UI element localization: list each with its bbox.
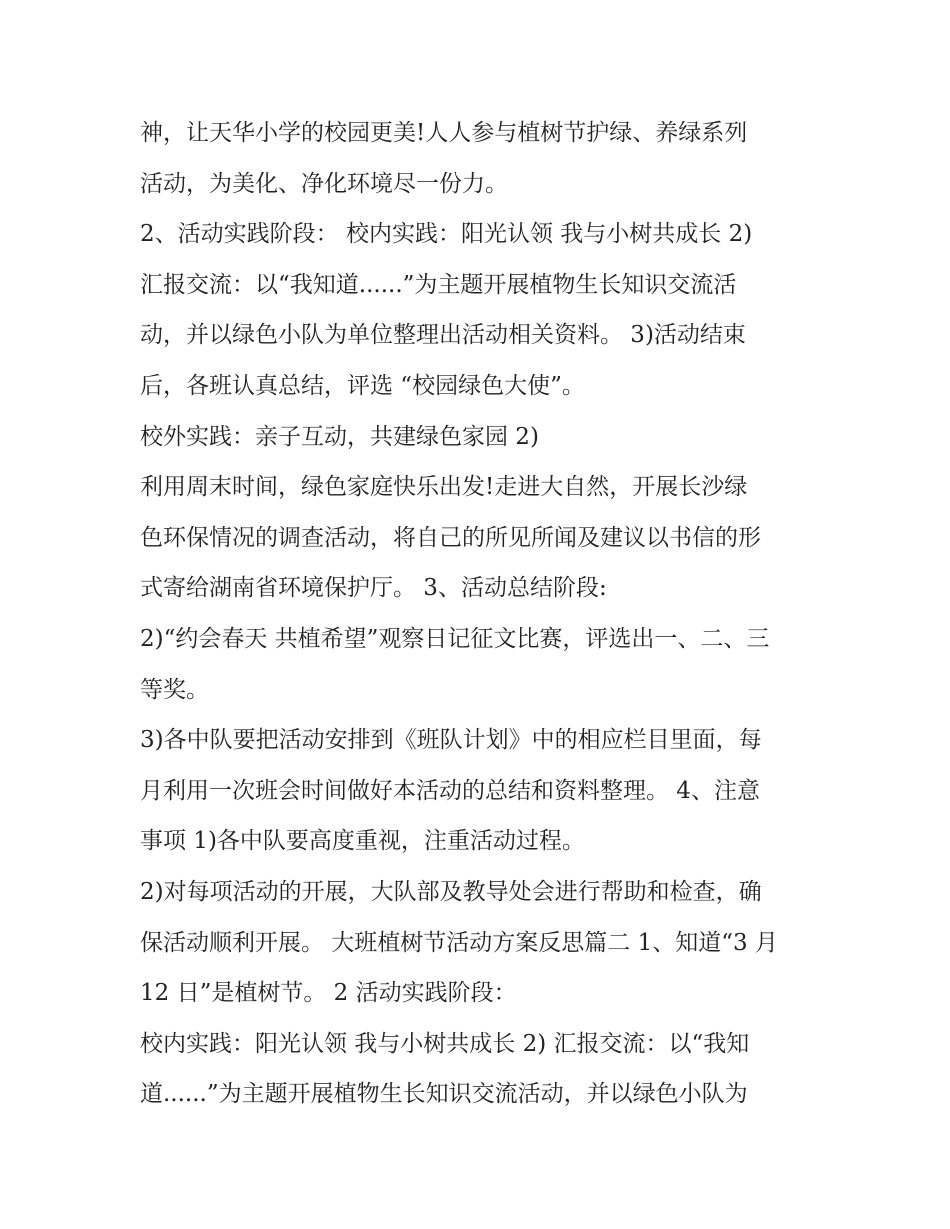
text-line: 动，并以绿色小队为单位整理出活动相关资料。 3)活动结束 <box>140 322 746 349</box>
paragraph-7 <box>140 867 820 1019</box>
text-line: 后，各班认真总结，评选 “校园绿色大使”。 <box>140 372 585 399</box>
paragraph-6 <box>140 715 820 867</box>
paragraph-8 <box>140 1019 820 1120</box>
text-line: 式寄给湖南省环境保护厅。 3、活动总结阶段: <box>140 575 607 602</box>
paragraph-5 <box>140 614 820 715</box>
text-line: 事项 1)各中队要高度重视，注重活动过程。 <box>140 828 585 855</box>
text-line: 汇报交流：以“我知道......”为主题开展植物生长知识交流活 <box>140 271 737 298</box>
text-line: 月利用一次班会时间做好本活动的总结和资料整理。 4、注意 <box>140 777 760 804</box>
text-line: 12 日”是植树节。 2 活动实践阶段： <box>140 980 517 1007</box>
paragraph-3 <box>140 412 820 463</box>
text-line: 2)对每项活动的开展，大队部及教导处会进行帮助和检查，确 <box>140 878 762 905</box>
text-line: 利用周末时间，绿色家庭快乐出发!走进大自然，开展长沙绿 <box>140 474 748 501</box>
paragraph-4 <box>140 462 820 614</box>
document-body <box>140 108 820 1120</box>
paragraph-1 <box>140 108 820 209</box>
text-line: 活动，为美化、净化环境尽一份力。 <box>140 170 508 197</box>
text-line: 保活动顺利开展。 大班植树节活动方案反思篇二 1、知道“3 月 <box>140 929 778 956</box>
text-line: 校外实践：亲子互动，共建绿色家园 2) <box>140 423 539 450</box>
text-line: 神，让天华小学的校园更美!人人参与植树节护绿、养绿系列 <box>140 120 748 146</box>
text-line: 2、活动实践阶段： 校内实践：阳光认领 我与小树共成长 2) <box>140 221 753 248</box>
paragraph-2 <box>140 209 820 411</box>
text-line: 道......”为主题开展植物生长知识交流活动，并以绿色小队为 <box>140 1081 748 1108</box>
text-line: 2)“约会春天 共植希望”观察日记征文比赛，评选出一、二、三 <box>140 625 770 652</box>
text-line: 色环保情况的调查活动，将自己的所见所闻及建议以书信的形 <box>140 524 761 551</box>
text-line: 3)各中队要把活动安排到《班队计划》中的相应栏目里面，每 <box>140 727 762 754</box>
text-line: 等奖。 <box>140 676 209 703</box>
text-line: 校内实践：阳光认领 我与小树共成长 2) 汇报交流：以“我知 <box>140 1030 750 1057</box>
